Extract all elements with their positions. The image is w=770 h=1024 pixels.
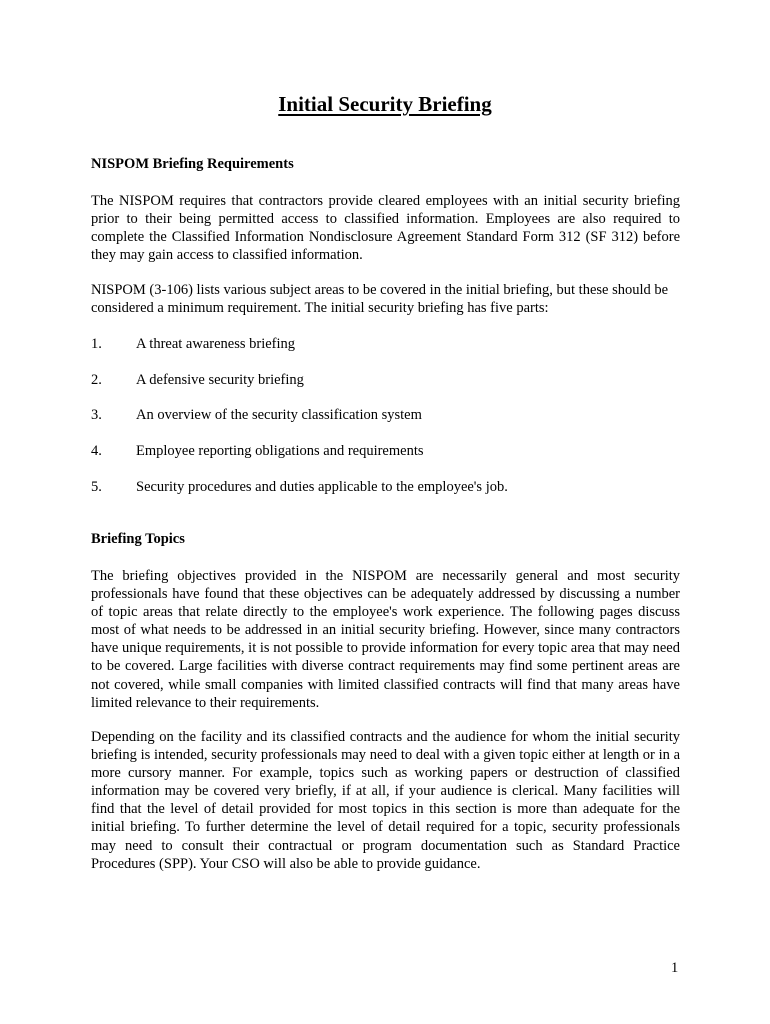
paragraph-briefing-objectives: The briefing objectives provided in the NISPOM are necessarily general and most security professionals have found that these objectives can be adequately addressed by discussing a number of topic areas that relate directly to the employee's work experience. The following pages discuss most of what needs to be addressed in an initial security briefing. However, since many contractors have unique requirements, it is not possible to provide information for every topic area that may need to be covered. Large facilities with diverse contract requirements may find some pertinent areas are not covered, while small companies with limited classified contracts will find that many areas have limited relevance to their requirements. [91,568,680,711]
list-item-text: A defensive security briefing [136,372,304,388]
list-item-number: 3. [91,407,102,423]
list-item [91,478,680,496]
list-item-number: 4. [91,443,102,459]
list-item-number: 1. [91,336,102,352]
page-title: Initial Security Briefing [278,92,492,116]
list-item [91,335,680,353]
list-item-text: A threat awareness briefing [136,336,296,352]
list-item [91,442,680,460]
list-item-number: 2. [91,372,102,388]
list-item-text: Security procedures and duties applicable to the employee's job. [136,479,508,495]
page-number: 1 [671,960,679,976]
list-item [91,371,680,389]
paragraph-subject-areas: NISPOM (3-106) lists various subject areas to be covered in the initial briefing, but these should be considered a minimum requirement. The initial security briefing has five parts: [91,282,669,317]
list-item-text: Employee reporting obligations and requirements [136,443,424,459]
list-item-text: An overview of the security classification system [136,407,422,423]
list-item-number: 5. [91,479,102,495]
paragraph-depending-on-facility: Depending on the facility and its classified contracts and the audience for whom the initial security briefing is intended, security professionals may need to deal with a given topic either at length or in a more cursory manner. For example, topics such as working papers or destruction of classified information may be covered very briefly, if at all, if your audience is clerical. Many facilities will find that the level of detail provided for most topics in this section is more than adequate for the initial briefing. To further determine the level of detail required for a topic, security professionals may need to consult their contractual or program documentation such as Standard Practice Procedures (SPP). Your CSO will also be able to provide guidance. [91,729,680,872]
list-item [91,406,680,424]
section-heading-briefing-topics: Briefing Topics [91,531,185,547]
section-heading-nispom-requirements: NISPOM Briefing Requirements [91,156,294,172]
paragraph-nispom-requirements: The NISPOM requires that contractors provide cleared employees with an initial security briefing prior to their being permitted access to classified information. Employees are also required to complete the Classified Information Nondisclosure Agreement Standard Form 312 (SF 312) before they may gain access to classified information. [91,193,680,264]
